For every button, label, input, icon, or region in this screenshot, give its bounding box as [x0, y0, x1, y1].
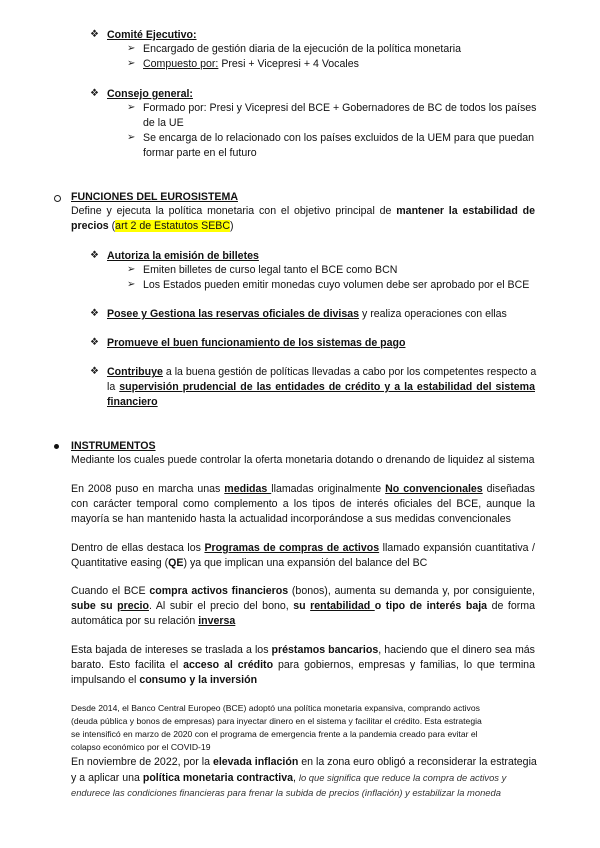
p1-line-2: con carácter temporal como complemento a los tipos de interés oficiales del BCE, aunque la: [71, 498, 535, 510]
arrow-bullet-icon: ➢: [127, 279, 136, 290]
p2-line-1: [71, 541, 535, 556]
p1-e: diseñadas: [482, 483, 535, 495]
p3-line-3: [71, 614, 235, 628]
pagos-heading: Promueve el buen funcionamiento de los sistemas de pago: [107, 337, 406, 349]
funciones-intro-b: mantener la estabilidad de: [396, 205, 535, 217]
p2-b: Programas de compras de activos: [204, 542, 380, 554]
p4-line-3: [71, 673, 257, 687]
reservas-heading: Posee y Gestiona las reservas oficiales de divisas: [107, 308, 360, 320]
p3-l3-b: inversa: [198, 615, 236, 627]
p3-a: Cuando el BCE: [71, 585, 150, 597]
p3-l2-f: o tipo de interés baja: [374, 600, 488, 612]
comite-item-1: Encargado de gestión diaria de la ejecución de la política monetaria: [143, 43, 462, 55]
p5-a: En noviembre de 2022, por la: [71, 756, 213, 768]
billetes-heading: Autoriza la emisión de billetes: [107, 250, 259, 262]
p3-l3-a: automática por su relación: [71, 615, 199, 627]
contrib-rest: a la buena gestión de políticas llevadas a cabo por los competentes respecto a: [162, 366, 537, 378]
p1-c: llamadas originalmente: [271, 483, 386, 495]
instrumentos-intro: Mediante los cuales puede controlar la oferta monetaria dotando o drenando de liquidez al sistema: [71, 454, 535, 466]
p2-l2-c: ) ya que implican una expansión del balance del BC: [183, 557, 428, 569]
consejo-item-1-line-2: de la UE: [143, 117, 184, 129]
p4-b: préstamos bancarios: [271, 644, 379, 656]
comite-heading: Comité Ejecutivo:: [107, 29, 197, 41]
small-note-line-2: (deuda pública y bonos de empresas) para inyectar dinero en el sistema y facilitar el crédito. Esta estrategia: [71, 716, 482, 726]
comite-item-2: [143, 57, 359, 71]
p4-c: , haciendo que el dinero sea más: [378, 644, 535, 656]
billetes-item-2: Los Estados pueden emitir monedas cuyo volumen debe ser aprobado por el BCE: [143, 279, 530, 291]
diamond-bullet-icon: ❖: [90, 308, 99, 319]
p1-line-1: [71, 482, 535, 497]
funciones-intro-line-2: [71, 219, 234, 233]
contrib-line-1: [107, 365, 535, 380]
p3-l2-d: su: [293, 600, 311, 612]
funciones-intro-d: (: [108, 220, 116, 232]
small-note-line-4: colapso económico por el COVID-19: [71, 742, 211, 752]
funciones-intro-e: ): [230, 220, 234, 232]
consejo-item-2-line-1: Se encarga de lo relacionado con los países excluidos de la UEM para que puedan: [143, 132, 535, 144]
p3-l2-a: sube su: [71, 600, 118, 612]
contrib-l2-a: la: [107, 381, 120, 393]
reservas-line: [107, 307, 507, 321]
p3-c: (bonos), aumenta su demanda y, por consiguiente,: [288, 585, 535, 597]
p5-l2-b: política monetaria contractiva: [142, 772, 293, 784]
arrow-bullet-icon: ➢: [127, 102, 136, 113]
p4-a: Esta bajada de intereses se traslada a los: [71, 644, 272, 656]
p2-c: llamado expansión cuantitativa /: [379, 542, 535, 554]
circle-bullet-icon: [54, 195, 61, 202]
contrib-heading: Contribuye: [107, 366, 163, 378]
small-note-line-1: Desde 2014, el Banco Central Europeo (BCE) adoptó una política monetaria expansiva, comprando activos: [71, 703, 480, 713]
p3-l2-e: rentabilidad: [310, 600, 375, 612]
p1-line-3: mayoría se han mantenido hasta la actualidad incorporándose a sus medidas convencionales: [71, 513, 511, 525]
p4-l2-a: barato. Esto facilita el: [71, 659, 184, 671]
filled-bullet-icon: [54, 444, 59, 449]
diamond-bullet-icon: ❖: [90, 29, 99, 40]
p3-l2-c: . Al subir el precio del bono,: [148, 600, 294, 612]
consejo-item-1-line-1: Formado por: Presi y Vicepresi del BCE + Gobernadores de BC de todos los países: [143, 102, 537, 114]
p3-l2-b: precio: [117, 600, 149, 612]
consejo-item-2-line-2: formar parte en el futuro: [143, 147, 257, 159]
billetes-item-1: Emiten billetes de curso legal tanto el BCE como BCN: [143, 264, 398, 276]
funciones-intro-line-1: [71, 204, 535, 219]
p2-line-2: [71, 556, 427, 570]
arrow-bullet-icon: ➢: [127, 132, 136, 143]
p2-a: Dentro de ellas destaca los: [71, 542, 205, 554]
contrib-l2-b: supervisión prudencial de las entidades de crédito y a la estabilidad del sistema: [119, 381, 535, 393]
small-note-line-3: se intensificó en marzo de 2020 con el programa de emergencia frente a la pandemia creado para evitar el: [71, 729, 478, 739]
p4-l3-a: impulsando el: [71, 674, 140, 686]
p5-l2-a: y a aplicar una: [71, 772, 143, 784]
p5-l2-d: lo que significa que reduce la compra de activos y: [298, 772, 507, 783]
p3-l2-g: de forma: [487, 600, 536, 612]
p5-l2-c: ,: [292, 772, 299, 784]
p4-line-2: [71, 658, 535, 673]
funciones-intro-ref: art 2 de Estatutos SEBC: [115, 220, 230, 232]
contrib-line-3: financiero: [107, 396, 158, 408]
p2-l2-b: QE: [168, 557, 184, 569]
p5-c: en la zona euro obligó a reconsiderar la estrategia: [298, 756, 537, 768]
p3-b: compra activos financieros: [149, 585, 289, 597]
diamond-bullet-icon: ❖: [90, 337, 99, 348]
p3-line-2: [71, 599, 535, 614]
p1-b: medidas: [224, 483, 272, 495]
p3-line-1: [71, 584, 535, 599]
arrow-bullet-icon: ➢: [127, 43, 136, 54]
p4-l3-b: consumo y la inversión: [139, 674, 258, 686]
diamond-bullet-icon: ❖: [90, 88, 99, 99]
arrow-bullet-icon: ➢: [127, 264, 136, 275]
funciones-intro-a: Define y ejecuta la política monetaria con el objetivo principal de: [71, 205, 397, 217]
contrib-line-2: [107, 380, 535, 395]
comite-item-2-text: Presi + Vicepresi + 4 Vocales: [218, 58, 359, 70]
p5-b: elevada inflación: [212, 756, 299, 768]
p4-l2-b: acceso al crédito: [183, 659, 274, 671]
consejo-heading: Consejo general:: [107, 88, 193, 100]
funciones-intro-c: precios: [71, 220, 109, 232]
p5-line-1: [71, 755, 535, 770]
comite-item-2-label: Compuesto por:: [143, 58, 219, 70]
diamond-bullet-icon: ❖: [90, 366, 99, 377]
instrumentos-heading: INSTRUMENTOS: [71, 440, 156, 452]
p1-a: En 2008 puso en marcha unas: [71, 483, 225, 495]
diamond-bullet-icon: ❖: [90, 250, 99, 261]
p4-l2-c: para gobiernos, empresas y familias, lo que termina: [273, 659, 535, 671]
funciones-heading: FUNCIONES DEL EUROSISTEMA: [71, 191, 238, 203]
p2-l2-a: Quantitative easing (: [71, 557, 169, 569]
arrow-bullet-icon: ➢: [127, 58, 136, 69]
p4-line-1: [71, 643, 535, 658]
reservas-rest: y realiza operaciones con ellas: [359, 308, 507, 320]
p5-line-3: endurece las condiciones financieras para frenar la subida de precios (inflación) y estabilizar la moneda: [71, 787, 501, 798]
p5-line-2: [71, 771, 506, 785]
p1-d: No convencionales: [385, 483, 483, 495]
